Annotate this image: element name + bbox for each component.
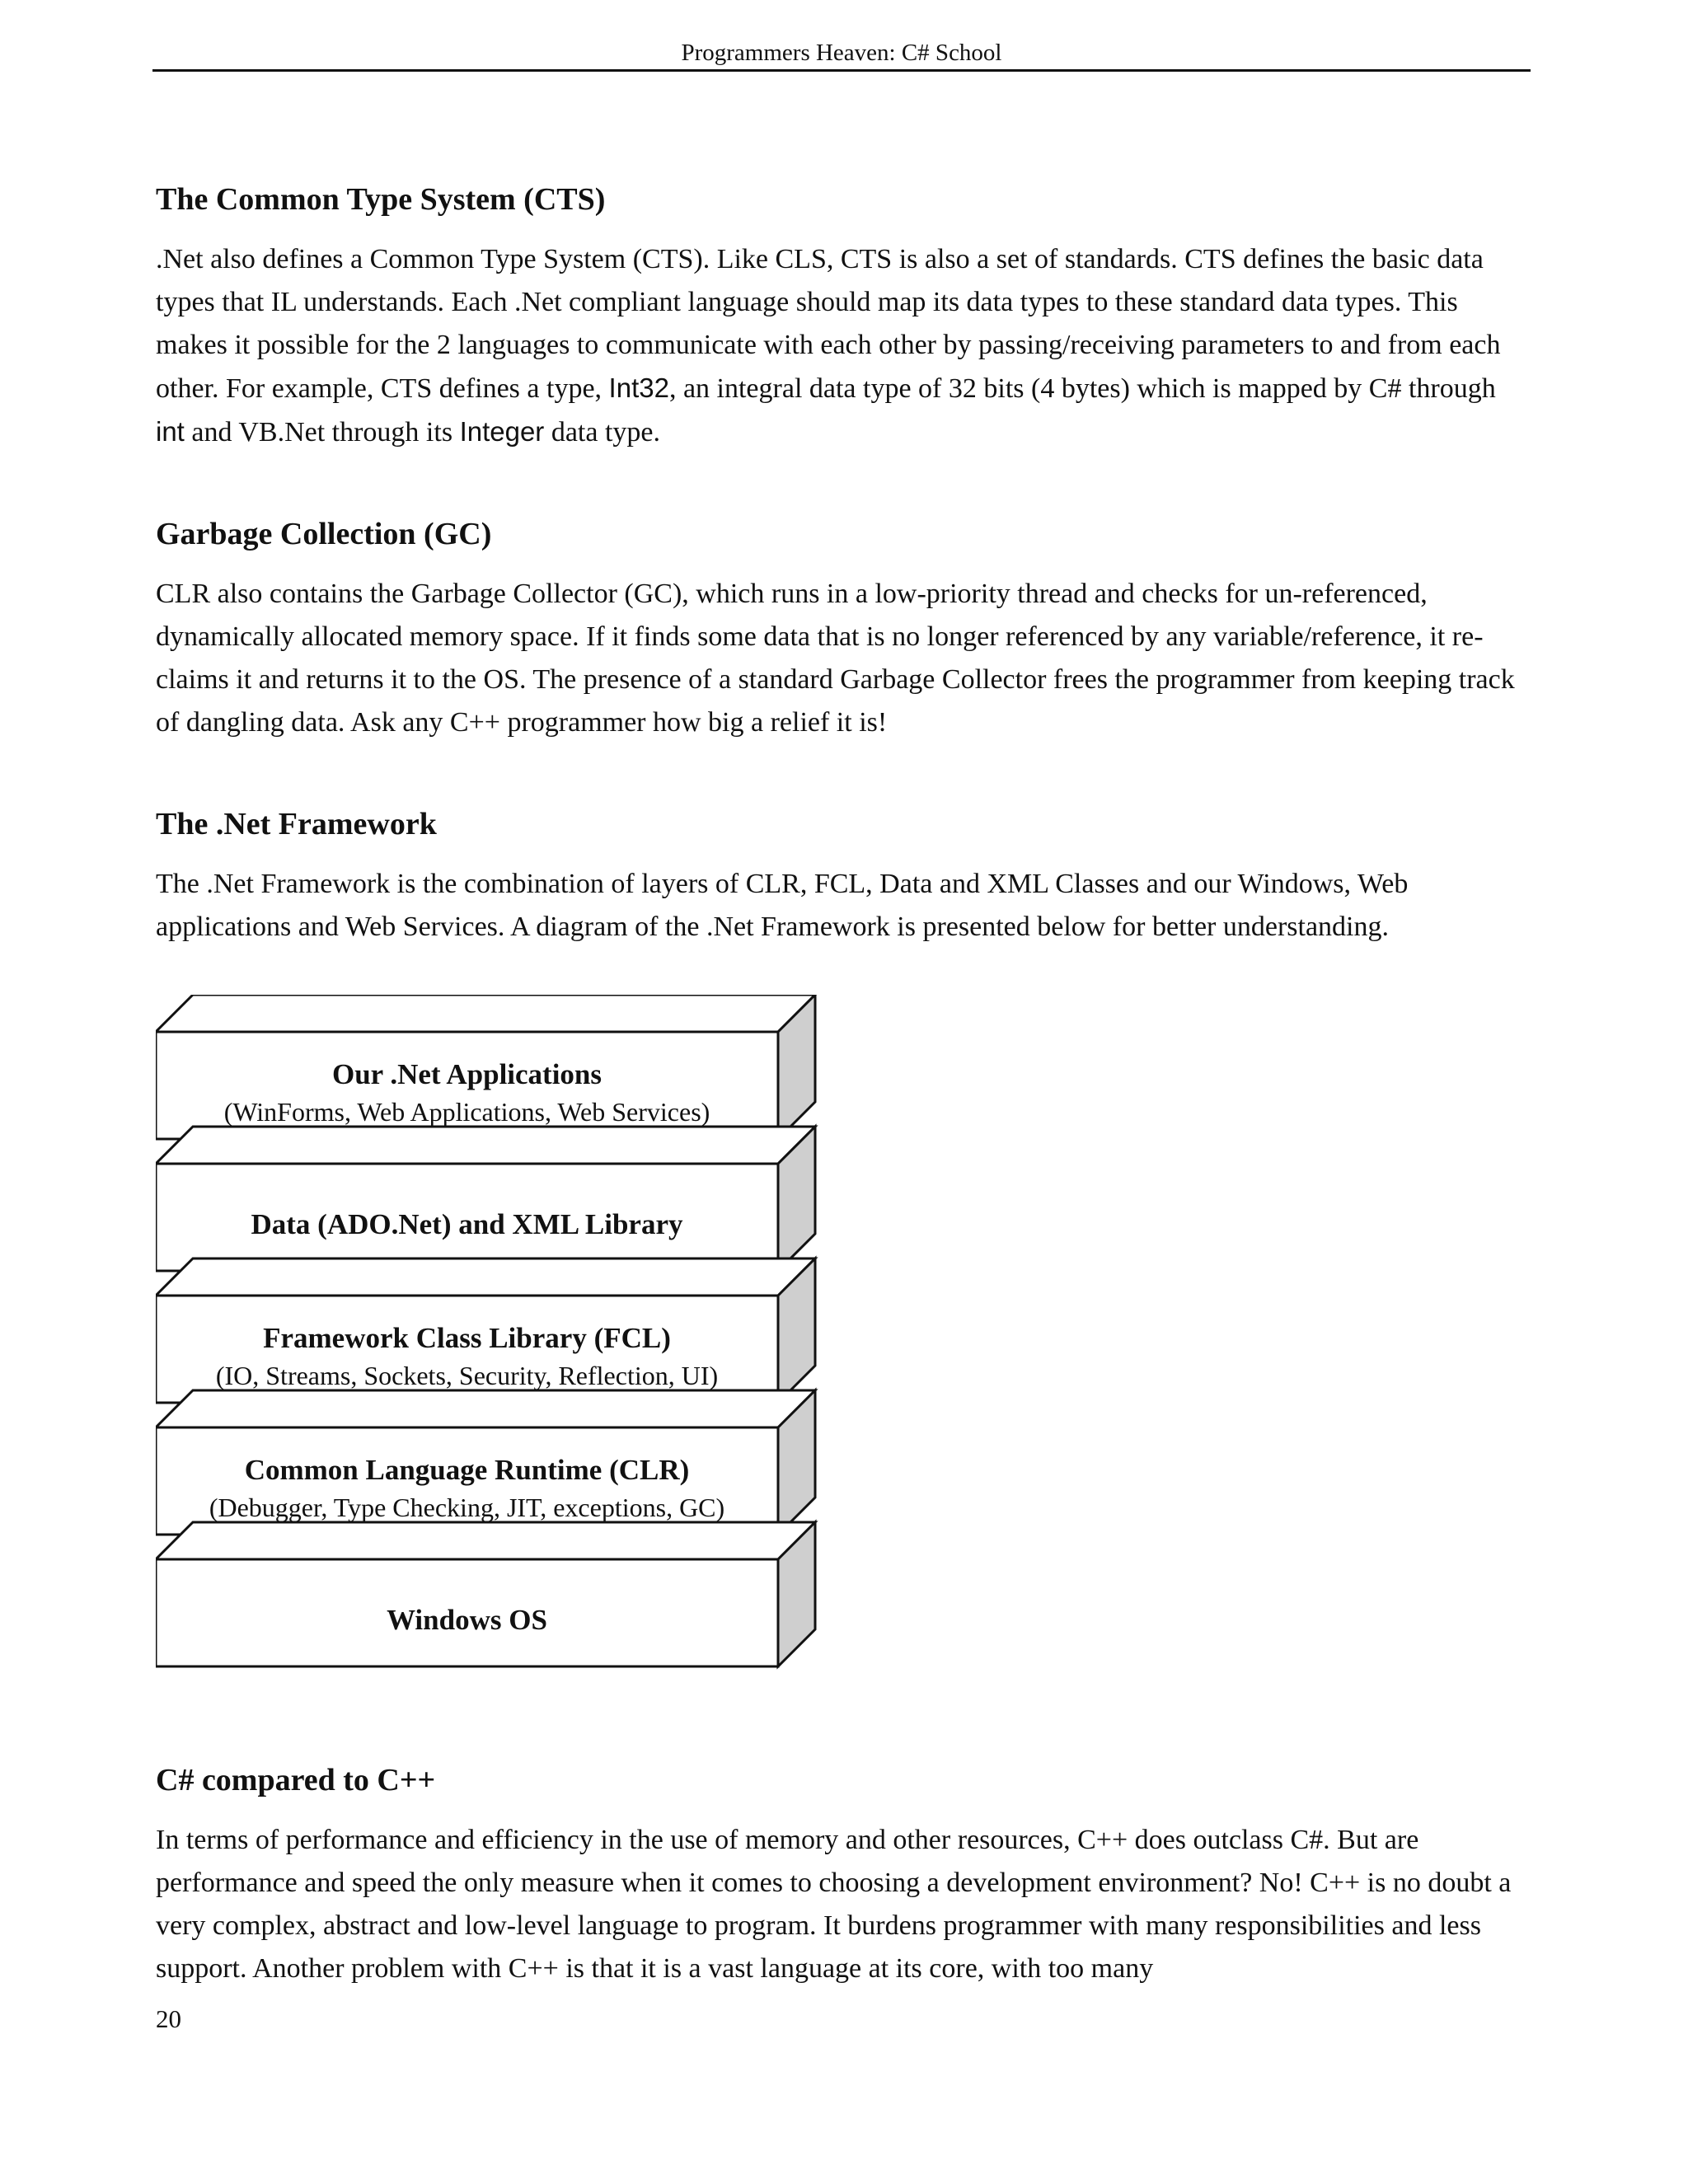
layer-fcl <box>156 1319 778 1394</box>
layer-top-face <box>156 1127 815 1164</box>
net-framework-diagram <box>156 995 848 1682</box>
paragraph-cts-text-3: and VB.Net through its <box>184 417 460 448</box>
layer-top-face <box>156 1390 815 1427</box>
code-integer: Integer <box>459 416 545 447</box>
header-rule <box>152 69 1531 72</box>
layer-clr-subtitle: (Debugger, Type Checking, JIT, exceptions, GC) <box>209 1493 725 1522</box>
layer-clr-title: Common Language Runtime (CLR) <box>244 1454 690 1486</box>
layer-applications <box>156 1056 778 1130</box>
layer-windows-os-title: Windows OS <box>387 1604 547 1636</box>
paragraph-cts-text-1: .Net also defines a Common Type System (CTS). Like CLS, CTS is also a set of standards. CTS defines the basic data types that IL understands. Each .Net compliant language should map its data types to these standard data types. This makes it possible for the 2 languages to communicate with each other by passing/receiving parameters to and from each other. For example, CTS defines a type, <box>156 244 1501 404</box>
code-int: int <box>156 416 185 447</box>
paragraph-cts <box>156 238 1531 454</box>
section-heading-cts: The Common Type System (CTS) <box>156 182 606 217</box>
layer-top-face <box>156 1522 815 1559</box>
page-content <box>156 176 1531 2046</box>
layer-top-face <box>156 995 815 1032</box>
section-heading-framework: The .Net Framework <box>156 807 437 841</box>
layer-windows-os <box>156 1601 778 1639</box>
layer-data-xml <box>156 1206 778 1244</box>
paragraph-cts-text-2: , an integral data type of 32 bits (4 bytes) which is mapped by C# through <box>668 373 1496 404</box>
layer-box-windows-os <box>156 1522 815 1666</box>
running-header: Programmers Heaven: C# School <box>681 40 1002 66</box>
paragraph-compare: In terms of performance and efficiency in the use of memory and other resources, C++ does outclass C#. But are performance and speed the only measure when it comes to choosing a development environment? No! C++ is no doubt a very complex, abstract and low-level language to program. It burdens programmer with many responsibilities and less support. Another problem with C++ is that it is a vast language at its core, with too many <box>156 1825 1512 1984</box>
paragraph-cts-text-4: data type. <box>544 417 660 448</box>
layer-applications-subtitle: (WinForms, Web Applications, Web Services) <box>223 1097 710 1127</box>
layer-fcl-title: Framework Class Library (FCL) <box>263 1322 671 1354</box>
layer-applications-title: Our .Net Applications <box>331 1058 603 1090</box>
layer-box-data-xml <box>156 1127 815 1271</box>
layer-top-face <box>156 1258 815 1296</box>
page-number: 20 <box>156 2004 181 2033</box>
layer-clr <box>156 1451 778 1526</box>
paragraph-gc: CLR also contains the Garbage Collector (GC), which runs in a low-priority thread and checks for un-referenced, dynamically allocated memory space. If it finds some data that is no longer referenced by any variable/reference, it re-claims it and returns it to the OS. The presence of a standard Garbage Collector frees the programmer from keeping track of dangling data. Ask any C++ programmer how big a relief it is! <box>156 579 1515 738</box>
section-heading-compare: C# compared to C++ <box>156 1763 436 1797</box>
section-heading-gc: Garbage Collection (GC) <box>156 517 492 551</box>
layer-fcl-subtitle: (IO, Streams, Sockets, Security, Reflection, UI) <box>215 1361 719 1390</box>
layer-data-xml-title: Data (ADO.Net) and XML Library <box>251 1208 683 1240</box>
code-int32: Int32 <box>608 373 669 403</box>
paragraph-framework: The .Net Framework is the combination of layers of CLR, FCL, Data and XML Classes and our Windows, Web applications and Web Services. A diagram of the .Net Framework is presented below for better understanding. <box>156 869 1409 942</box>
